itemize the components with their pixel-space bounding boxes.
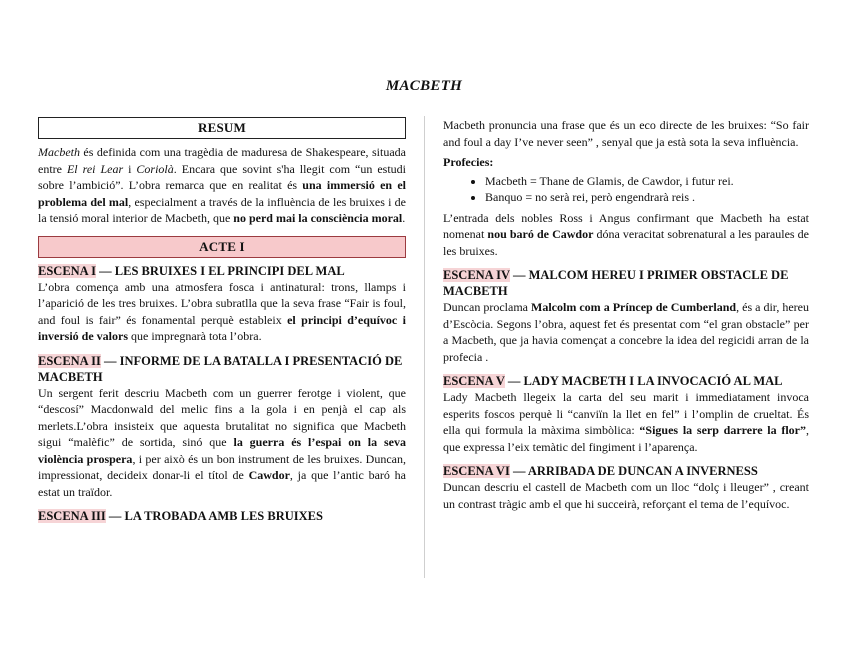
profecies-list bbox=[443, 173, 809, 206]
column-divider bbox=[424, 116, 425, 578]
list-item: • Macbeth = Thane de Glamis, de Cawdor, i futur rei. bbox=[485, 173, 809, 190]
escena-4-text: Duncan proclama Malcolm com a Príncep de Cumberland, és a dir, hereu d’Escòcia. Segons l’obra, aquest fet és presentat com “el gran obstacle” per a Macbeth, que ja havia començat a concebre la idea del regicidi arran de la profecia . bbox=[443, 300, 809, 364]
escena-2 bbox=[38, 353, 406, 501]
escena-4 bbox=[443, 267, 809, 365]
resum-heading: RESUM bbox=[38, 117, 406, 139]
escena-2-heading: ESCENA II — INFORME DE LA BATALLA I PRESENTACIÓ DE MACBETH bbox=[38, 353, 403, 384]
document-title: MACBETH bbox=[385, 78, 463, 94]
escena-5-heading: ESCENA V — LADY MACBETH I LA INVOCACIÓ AL MAL bbox=[443, 374, 783, 388]
escena-2-text: Un sergent ferit descriu Macbeth com un guerrer ferotge i violent, que “descosí” Macdonwald del melic fins a la gola i en penjà el cap als merlets.L’obra insisteix que aquesta brutalitat no significa que Macbeth sigui “malèfic” de sortida, sinó que la guerra és l’espai on la seva violència prospera, i per això és un bon instrument de les bruixes. Duncan, impressionat, decideix donar-li el títol de Cawdor, ja que l’antic baró ha estat un traïdor. bbox=[38, 385, 406, 499]
acte-heading: ACTE I bbox=[38, 236, 406, 258]
escena-6-heading: ESCENA VI — ARRIBADA DE DUNCAN A INVERNESS bbox=[443, 464, 758, 478]
left-column bbox=[38, 117, 406, 524]
resum-paragraph: Macbeth és definida com una tragèdia de maduresa de Shakespeare, situada entre El rei Lear i Coriolà. Encara que sovint s'ha llegit com “un estudi sobre l’ambició”. L’obra remarca que en realitat és una immersió en el problema del mal, especialment a través de la influència de les bruixes i de la tensió moral interior de Macbeth, que no perd mai la consciència moral. bbox=[38, 145, 406, 225]
profecies-label: Profecies: bbox=[443, 155, 494, 169]
list-item: • Banquo = no serà rei, però engendrarà reis . bbox=[485, 189, 809, 206]
escena-3-heading: ESCENA III — LA TROBADA AMB LES BRUIXES bbox=[38, 509, 323, 523]
escena-5-text: Lady Macbeth llegeix la carta del seu marit i immediatament invoca esperits foscos perquè li “canviïn la llet en fel” i l’omplin de crueltat. És ella qui formula la màxima simbòlica: “Sigues la serp darrere la flor”, que expressa l’eix temàtic del fingiment i l’aparença. bbox=[443, 390, 809, 454]
escena-1 bbox=[38, 263, 406, 345]
escena-6 bbox=[443, 463, 809, 512]
escena-6-text: Duncan descriu el castell de Macbeth com un lloc “dolç i lleuger” , creant un contrast tràgic amb el que hi succeirà, reforçant el tema de l’equívoc. bbox=[443, 480, 809, 511]
escena-3-continuation: Macbeth pronuncia una frase que és un eco directe de les bruixes: “So fair and foul a day I’ve never seen” , senyal que ja està sota la seva influència. bbox=[443, 118, 809, 149]
escena-4-heading: ESCENA IV — MALCOM HEREU I PRIMER OBSTACLE DE MACBETH bbox=[443, 268, 789, 298]
ross-angus-paragraph: L’entrada dels nobles Ross i Angus confirmant que Macbeth ha estat nomenat nou baró de Cawdor dóna veracitat sobrenatural a les paraules de les bruixes. bbox=[443, 210, 809, 258]
escena-1-text: L’obra comença amb una atmosfera fosca i antinatural: trons, llamps i l’aparició de les tres bruixes. L’obra subratlla que la seva frase “Fair is foul, and foul is fair” és fonamental perquè estableix el principi d’equívoc i inversió de valors que impregnarà tota l’obra. bbox=[38, 279, 406, 343]
right-column bbox=[443, 117, 809, 512]
escena-5 bbox=[443, 373, 809, 455]
escena-1-heading: ESCENA I — LES BRUIXES I EL PRINCIPI DEL MAL bbox=[38, 263, 345, 278]
escena-3 bbox=[38, 508, 406, 524]
